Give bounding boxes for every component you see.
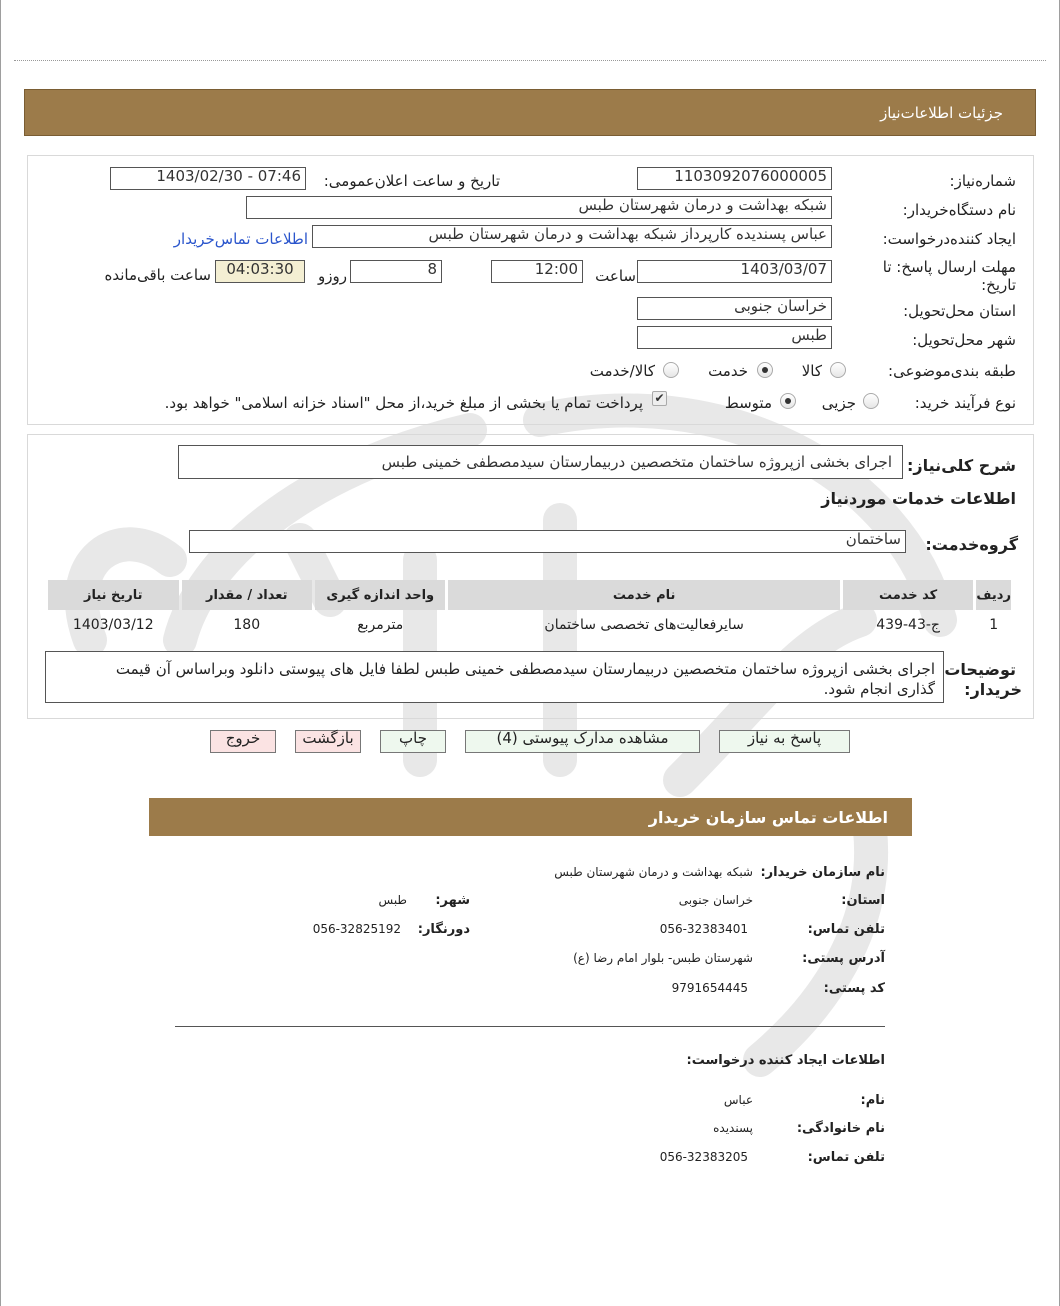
col-date-header: تاریخ نیاز — [48, 580, 179, 610]
contact-org-label: نام سازمان خریدار: — [760, 865, 885, 880]
row-number-cell: 1 — [989, 617, 999, 633]
category-goods-service-label: کالا/خدمت — [589, 362, 655, 380]
creator-field: عباس پسندیده کارپرداز شبکه بهداشت و درمان شهرستان طبس — [312, 225, 832, 248]
contact-section-title: اطلاعات تماس سازمان خریدار — [648, 808, 888, 827]
deadline-time-field: 12:00 — [491, 260, 583, 283]
requester-phone-value: 056-32383205 — [659, 1150, 748, 1164]
service-group-label: گروه‌خدمت: — [925, 535, 1018, 554]
contact-divider — [175, 1026, 885, 1027]
print-button[interactable]: چاپ — [380, 730, 446, 753]
buyer-notes-line-2: گذاری انجام شود. — [823, 680, 935, 698]
contact-phone-value: 056-32383401 — [659, 922, 748, 936]
deadline-date-field: 1403/03/07 — [637, 260, 832, 283]
buyer-notes-field — [45, 651, 944, 703]
category-label: طبقه بندی‌موضوعی: — [888, 362, 1016, 380]
requester-family-label: نام خانوادگی: — [796, 1121, 885, 1136]
col-qty-header: تعداد / مقدار — [182, 580, 312, 610]
contact-city-value: طبس — [378, 893, 407, 907]
category-service-radio[interactable] — [757, 362, 773, 378]
need-number-field: 1103092076000005 — [637, 167, 832, 190]
contact-fax-value: 056-32825192 — [312, 922, 401, 936]
days-remaining-field: 8 — [350, 260, 442, 283]
category-goods-service-radio[interactable] — [663, 362, 679, 378]
category-goods-radio[interactable] — [830, 362, 846, 378]
days-label: روزو — [318, 267, 347, 285]
buyer-notes-label-2: خریدار: — [964, 680, 1022, 699]
remaining-time-label: ساعت باقی‌مانده — [104, 266, 211, 284]
left-frame-line — [0, 0, 1, 1306]
category-goods-label: کالا — [801, 362, 822, 380]
col-name-header: نام خدمت — [448, 580, 839, 610]
city-field: طبس — [637, 326, 832, 349]
page-header — [24, 89, 1036, 136]
buyer-notes-label: توضیحات — [944, 660, 1016, 679]
process-minor-radio[interactable] — [863, 393, 879, 409]
contact-postal-value: 9791654445 — [671, 981, 748, 995]
contact-phone-label: تلفن تماس: — [807, 922, 885, 937]
unit-cell: مترمربع — [357, 617, 404, 633]
summary-label: شرح کلی‌نیاز: — [907, 456, 1016, 475]
category-service-label: خدمت — [708, 362, 748, 380]
summary-field: اجرای بخشی ازپروژه ساختمان متخصصین دربیمارستان سیدمصطفی خمینی طبس — [178, 445, 903, 479]
reply-button[interactable]: پاسخ به نیاز — [719, 730, 850, 753]
province-field: خراسان جنوبی — [637, 297, 832, 320]
announce-date-label: تاریخ و ساعت اعلان‌عمومی: — [323, 172, 500, 190]
process-type-label: نوع فرآیند خرید: — [914, 394, 1016, 412]
table-row — [48, 610, 1011, 640]
service-group-field: ساختمان — [189, 530, 906, 553]
contact-address-label: آدرس پستی: — [802, 951, 885, 966]
services-heading: اطلاعات خدمات موردنیاز — [821, 489, 1016, 508]
deadline-label-date: تاریخ: — [981, 276, 1016, 294]
table-header-row — [48, 580, 1011, 610]
requester-name-value: عباس — [723, 1093, 753, 1107]
buyer-notes-line-1: اجرای بخشی ازپروژه ساختمان متخصصین دربیمارستان سیدمصطفی خمینی طبس لطفا فایل های پیوستی دانلود وبراساس آن قیمت — [115, 660, 935, 678]
contact-address-value: شهرستان طبس- بلوار امام رضا (ع) — [573, 951, 753, 965]
back-button[interactable]: بازگشت — [295, 730, 361, 753]
contact-province-value: خراسان جنوبی — [678, 893, 753, 907]
remaining-time-field: 04:03:30 — [215, 260, 305, 283]
col-row-header: ردیف — [976, 580, 1011, 610]
top-divider — [14, 60, 1046, 61]
announce-date-field: 1403/02/30 - 07:46 — [110, 167, 306, 190]
treasury-payment-checkbox[interactable]: ✔ — [652, 391, 667, 406]
exit-button[interactable]: خروج — [210, 730, 276, 753]
process-medium-label: متوسط — [724, 394, 772, 412]
service-name-cell: سایرفعالیت‌های تخصصی ساختمان — [544, 617, 744, 633]
quantity-cell: 180 — [233, 617, 261, 633]
contact-city-label: شهر: — [435, 893, 470, 908]
buyer-contact-link[interactable]: اطلاعات تماس‌خریدار — [173, 230, 308, 248]
deadline-time-label: ساعت — [595, 267, 636, 285]
requester-heading: اطلاعات ایجاد کننده درخواست: — [686, 1053, 885, 1068]
province-label: استان محل‌تحویل: — [903, 302, 1016, 320]
col-code-header: کد خدمت — [843, 580, 973, 610]
service-code-cell: ج-43-439 — [876, 617, 940, 633]
contact-fax-label: دورنگار: — [417, 922, 470, 937]
process-minor-label: جزیی — [821, 394, 856, 412]
need-number-label: شماره‌نیاز: — [949, 172, 1016, 190]
buyer-org-label: نام دستگاه‌خریدار: — [902, 201, 1016, 219]
attachments-button[interactable]: مشاهده مدارک پیوستی (4) — [465, 730, 700, 753]
creator-label: ایجاد کننده‌درخواست: — [882, 230, 1016, 248]
buyer-org-field: شبکه بهداشت و درمان شهرستان طبس — [246, 196, 832, 219]
contact-org-value: شبکه بهداشت و درمان شهرستان طبس — [554, 865, 753, 879]
process-medium-radio[interactable] — [780, 393, 796, 409]
col-unit-header: واحد اندازه گیری — [315, 580, 445, 610]
contact-province-label: استان: — [841, 893, 885, 908]
services-table — [45, 580, 1014, 640]
requester-phone-label: تلفن تماس: — [807, 1150, 885, 1165]
contact-postal-label: کد پستی: — [823, 981, 885, 996]
page-title: جزئیات اطلاعات‌نیاز — [880, 104, 1003, 122]
contact-section-header — [149, 798, 912, 836]
requester-family-value: پسندیده — [713, 1121, 753, 1135]
treasury-payment-note: پرداخت تمام یا بخشی از مبلغ خرید،از محل "اسناد خزانه اسلامی" خواهد بود. — [164, 394, 643, 412]
deadline-label: مهلت ارسال پاسخ: تا — [882, 258, 1016, 276]
city-label: شهر محل‌تحویل: — [912, 331, 1016, 349]
requester-name-label: نام: — [860, 1093, 885, 1108]
need-date-cell: 1403/03/12 — [72, 617, 154, 633]
